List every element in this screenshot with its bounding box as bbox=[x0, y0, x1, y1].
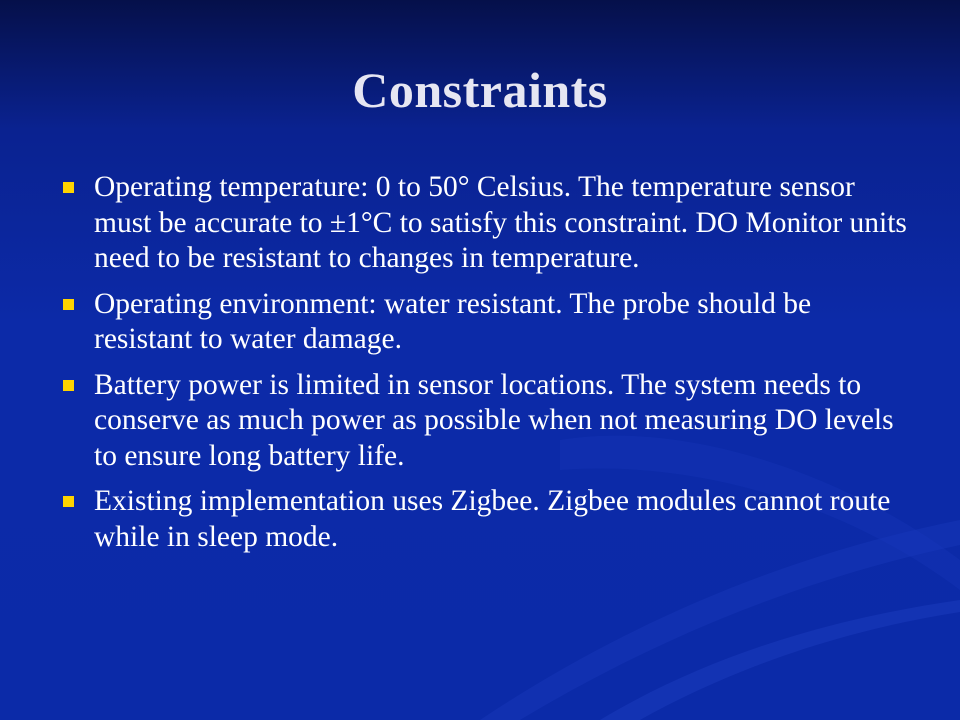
square-bullet-icon bbox=[63, 496, 74, 507]
bullet-item bbox=[60, 287, 910, 358]
bullet-text: Existing implementation uses Zigbee. Zigbee modules cannot route while in sleep mode. bbox=[94, 485, 891, 553]
bullet-item bbox=[60, 368, 910, 475]
bullet-list bbox=[60, 170, 910, 565]
bullet-text: Operating environment: water resistant. The probe should be resistant to water damage. bbox=[94, 287, 812, 355]
square-bullet-icon bbox=[63, 299, 74, 310]
bullet-text: Battery power is limited in sensor locations. The system needs to conserve as much power as possible when not measuring DO levels to ensure long battery life. bbox=[94, 368, 894, 472]
bullet-text: Operating temperature: 0 to 50° Celsius. The temperature sensor must be accurate to ±1°C to satisfy this constraint. DO Monitor units need to be resistant to changes in temperature. bbox=[94, 171, 907, 274]
square-bullet-icon bbox=[63, 380, 74, 391]
slide-title: Constraints bbox=[352, 62, 608, 118]
bullet-item bbox=[60, 170, 910, 277]
bullet-item bbox=[60, 484, 910, 555]
square-bullet-icon bbox=[63, 182, 74, 193]
